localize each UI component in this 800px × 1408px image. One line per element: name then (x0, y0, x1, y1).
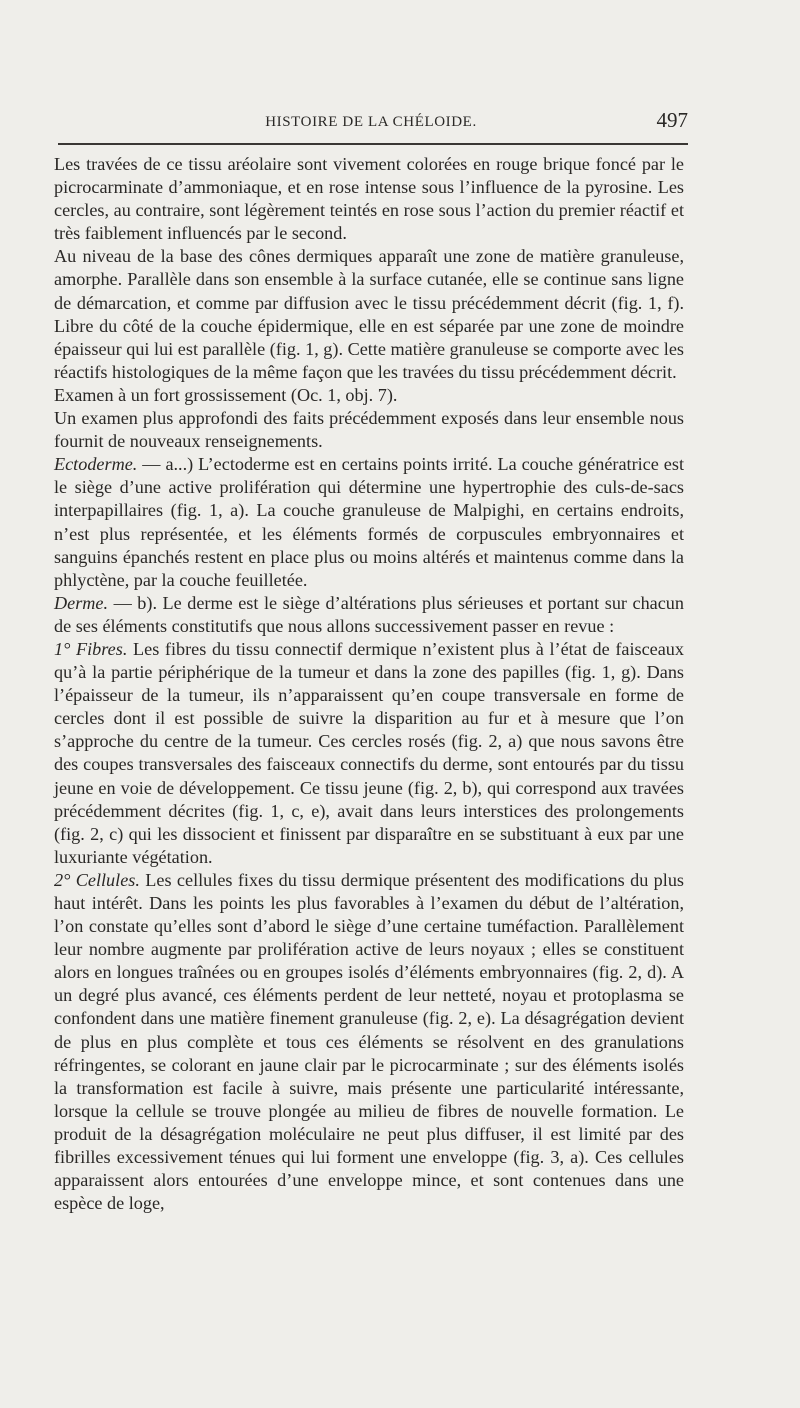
page-header (54, 104, 688, 134)
paragraph (54, 407, 684, 453)
paragraph-lead: Derme. (54, 592, 109, 613)
header-rule (58, 143, 688, 145)
body-text (54, 153, 684, 1215)
page-number: 497 (656, 108, 688, 132)
paragraph (54, 245, 684, 384)
paragraph (54, 638, 684, 869)
paragraph-lead: 1° Fibres. (54, 638, 128, 659)
paragraph-text: Les fibres du tissu connectif dermique n’existent plus à l’état de faisceaux qu’à la partie périphérique de la tumeur et dans la zone des papilles (fig. 1, g). Dans l’épaisseur de la tumeur, ils n’apparaissent qu’en coupe transversale en forme de cercles dont il est possible de suivre la disparition au fur et à mesure que l’on s’approche du centre de la tumeur. Ces cercles rosés (fig. 2, a) que nous savons être des coupes transversales des faisceaux connectifs du derme, sont entourés par du tissu jeune en voie de développement. Ce tissu jeune (fig. 2, b), qui correspond aux travées précédemment décrites (fig. 1, c, e), avait dans leurs interstices des prolongements (fig. 2, c) qui les dissocient et finissent par disparaître en se substituant à eux par une luxuriante végétation. (54, 638, 684, 867)
paragraph-text: Examen à un fort grossissement (Oc. 1, obj. 7). (54, 384, 398, 405)
paragraph (54, 592, 684, 638)
paragraph-lead: 2° Cellules. (54, 869, 140, 890)
paragraph-text: Un examen plus approfondi des faits précédemment exposés dans leur ensemble nous fournit de nouveaux renseignements. (54, 408, 684, 452)
paragraph-text: — a...) L’ectoderme est en certains points irrité. La couche génératrice est le siège d’une active prolifération qui détermine une hypertrophie des culs-de-sacs interpapillaires (fig. 1, a). La couche granuleuse de Malpighi, en certains endroits, n’est plus représentée, et les éléments formés de corpuscules embryonnaires et sanguins épanchés restent en place plus ou moins altérés et maintenus comme dans la phlyctène, par la couche feuilletée. (54, 454, 684, 590)
paragraph-text: Les travées de ce tissu aréolaire sont vivement colorées en rouge brique foncé par le picrocarminate d’ammoniaque, et en rose intense sous l’influence de la pyrosine. Les cercles, au contraire, sont légèrement teintés en rose sous l’action du premier réactif et très faiblement influencés par le second. (54, 154, 684, 244)
paragraph (54, 153, 684, 245)
paragraph (54, 384, 684, 407)
paragraph-text: — b). Le derme est le siège d’altérations plus sérieuses et portant sur chacun de ses éléments constitutifs que nous allons successivement passer en revue : (54, 592, 684, 636)
paragraph (54, 453, 684, 592)
paragraph-text: Les cellules fixes du tissu dermique présentent des modifications du plus haut intérêt. Dans les points les plus favorables à l’examen du début de l’altération, l’on constate qu’elles sont d’abord le siège d’une certaine tuméfaction. Parallèlement leur nombre augmente par prolifération active de leurs noyaux ; elles se constituent alors en longues traînées ou en groupes isolés d’éléments embryonnaires (fig. 2, d). A un degré plus avancé, ces éléments perdent de leur netteté, noyau et protoplasma se confondent dans une matière finement granuleuse (fig. 2, e). La désagrégation devient de plus en plus complète et tous ces éléments se résolvent en des granulations réfringentes, se colorant en jaune clair par le picrocarminate ; sur des éléments isolés la transformation est facile à suivre, mais présente une particularité intéressante, lorsque la cellule se trouve plongée au milieu de fibres de nouvelle formation. Le produit de la désagrégation moléculaire ne peut plus diffuser, il est limité par des fibrilles excessivement ténues qui lui forment une enveloppe (fig. 3, a). Ces cellules apparaissent alors entourées d’une enveloppe mince, et sont contenues dans une espèce de loge, (54, 869, 684, 1214)
paragraph-text: Au niveau de la base des cônes dermiques apparaît une zone de matière granuleuse, amorphe. Parallèle dans son ensemble à la surface cutanée, elle se continue sans ligne de démarcation, et comme par diffusion avec le tissu précédemment décrit (fig. 1, f). Libre du côté de la couche épidermique, elle en est séparée par une zone de moindre épaisseur qui lui est parallèle (fig. 1, g). Cette matière granuleuse se comporte avec les réactifs histologiques de la même façon que les travées du tissu précédemment décrit. (54, 246, 684, 382)
paragraph-lead: Ectoderme. (54, 454, 138, 475)
running-title: HISTOIRE DE LA CHÉLOIDE. (265, 114, 477, 130)
paragraph (54, 869, 684, 1215)
